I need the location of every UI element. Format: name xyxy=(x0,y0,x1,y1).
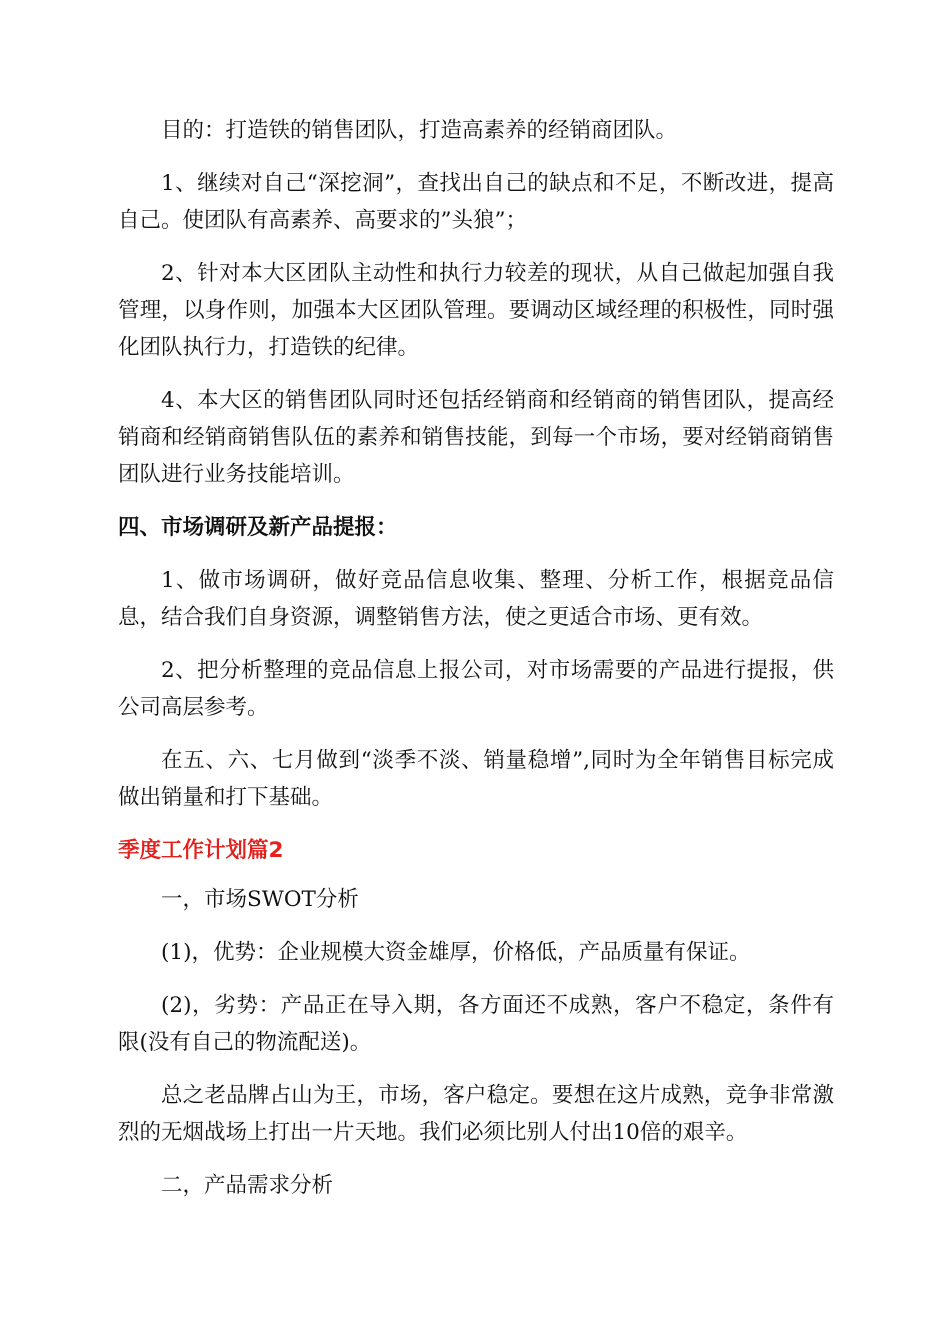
document-page xyxy=(118,112,834,1204)
section-title: 季度工作计划篇2 xyxy=(118,838,284,863)
paragraph-item-1: 1、继续对自己“深挖洞”，查找出自己的缺点和不足，不断改进，提高自己。使团队有高素养、高要求的”头狼”； xyxy=(118,171,834,233)
paragraph-goal: 目的：打造铁的销售团队，打造高素养的经销商团队。 xyxy=(161,118,678,143)
paragraph-summary: 总之老品牌占山为王，市场，客户稳定。要想在这片成熟，竞争非常激烈的无烟战场上打出一片天地。我们必须比别人付出10倍的艰辛。 xyxy=(118,1083,834,1145)
paragraph-demand-title: 二，产品需求分析 xyxy=(161,1173,334,1198)
paragraph-strength: (1)，优势：企业规模大资金雄厚，价格低，产品质量有保证。 xyxy=(161,940,751,965)
paragraph-research-1: 1、做市场调研，做好竞品信息收集、整理、分析工作，根据竞品信息，结合我们自身资源，调整销售方法，使之更适合市场、更有效。 xyxy=(118,568,834,630)
paragraph-swot-title: 一，市场SWOT分析 xyxy=(161,887,359,912)
paragraph-research-2: 2、把分析整理的竞品信息上报公司，对市场需要的产品进行提报，供公司高层参考。 xyxy=(118,658,834,720)
paragraph-item-2: 2、针对本大区团队主动性和执行力较差的现状，从自己做起加强自我管理，以身作则，加强本大区团队管理。要调动区域经理的积极性，同时强化团队执行力，打造铁的纪律。 xyxy=(118,261,834,360)
paragraph-item-4: 4、本大区的销售团队同时还包括经销商和经销商的销售团队，提高经销商和经销商销售队伍的素养和销售技能，到每一个市场，要对经销商销售团队进行业务技能培训。 xyxy=(118,388,834,487)
section-heading-4: 四、市场调研及新产品提报： xyxy=(118,515,398,540)
paragraph-summer-goal: 在五、六、七月做到“淡季不淡、销量稳增”,同时为全年销售目标完成做出销量和打下基础。 xyxy=(118,748,834,810)
paragraph-weakness: (2)，劣势：产品正在导入期，各方面还不成熟，客户不稳定，条件有限(没有自己的物流配送)。 xyxy=(118,993,834,1055)
